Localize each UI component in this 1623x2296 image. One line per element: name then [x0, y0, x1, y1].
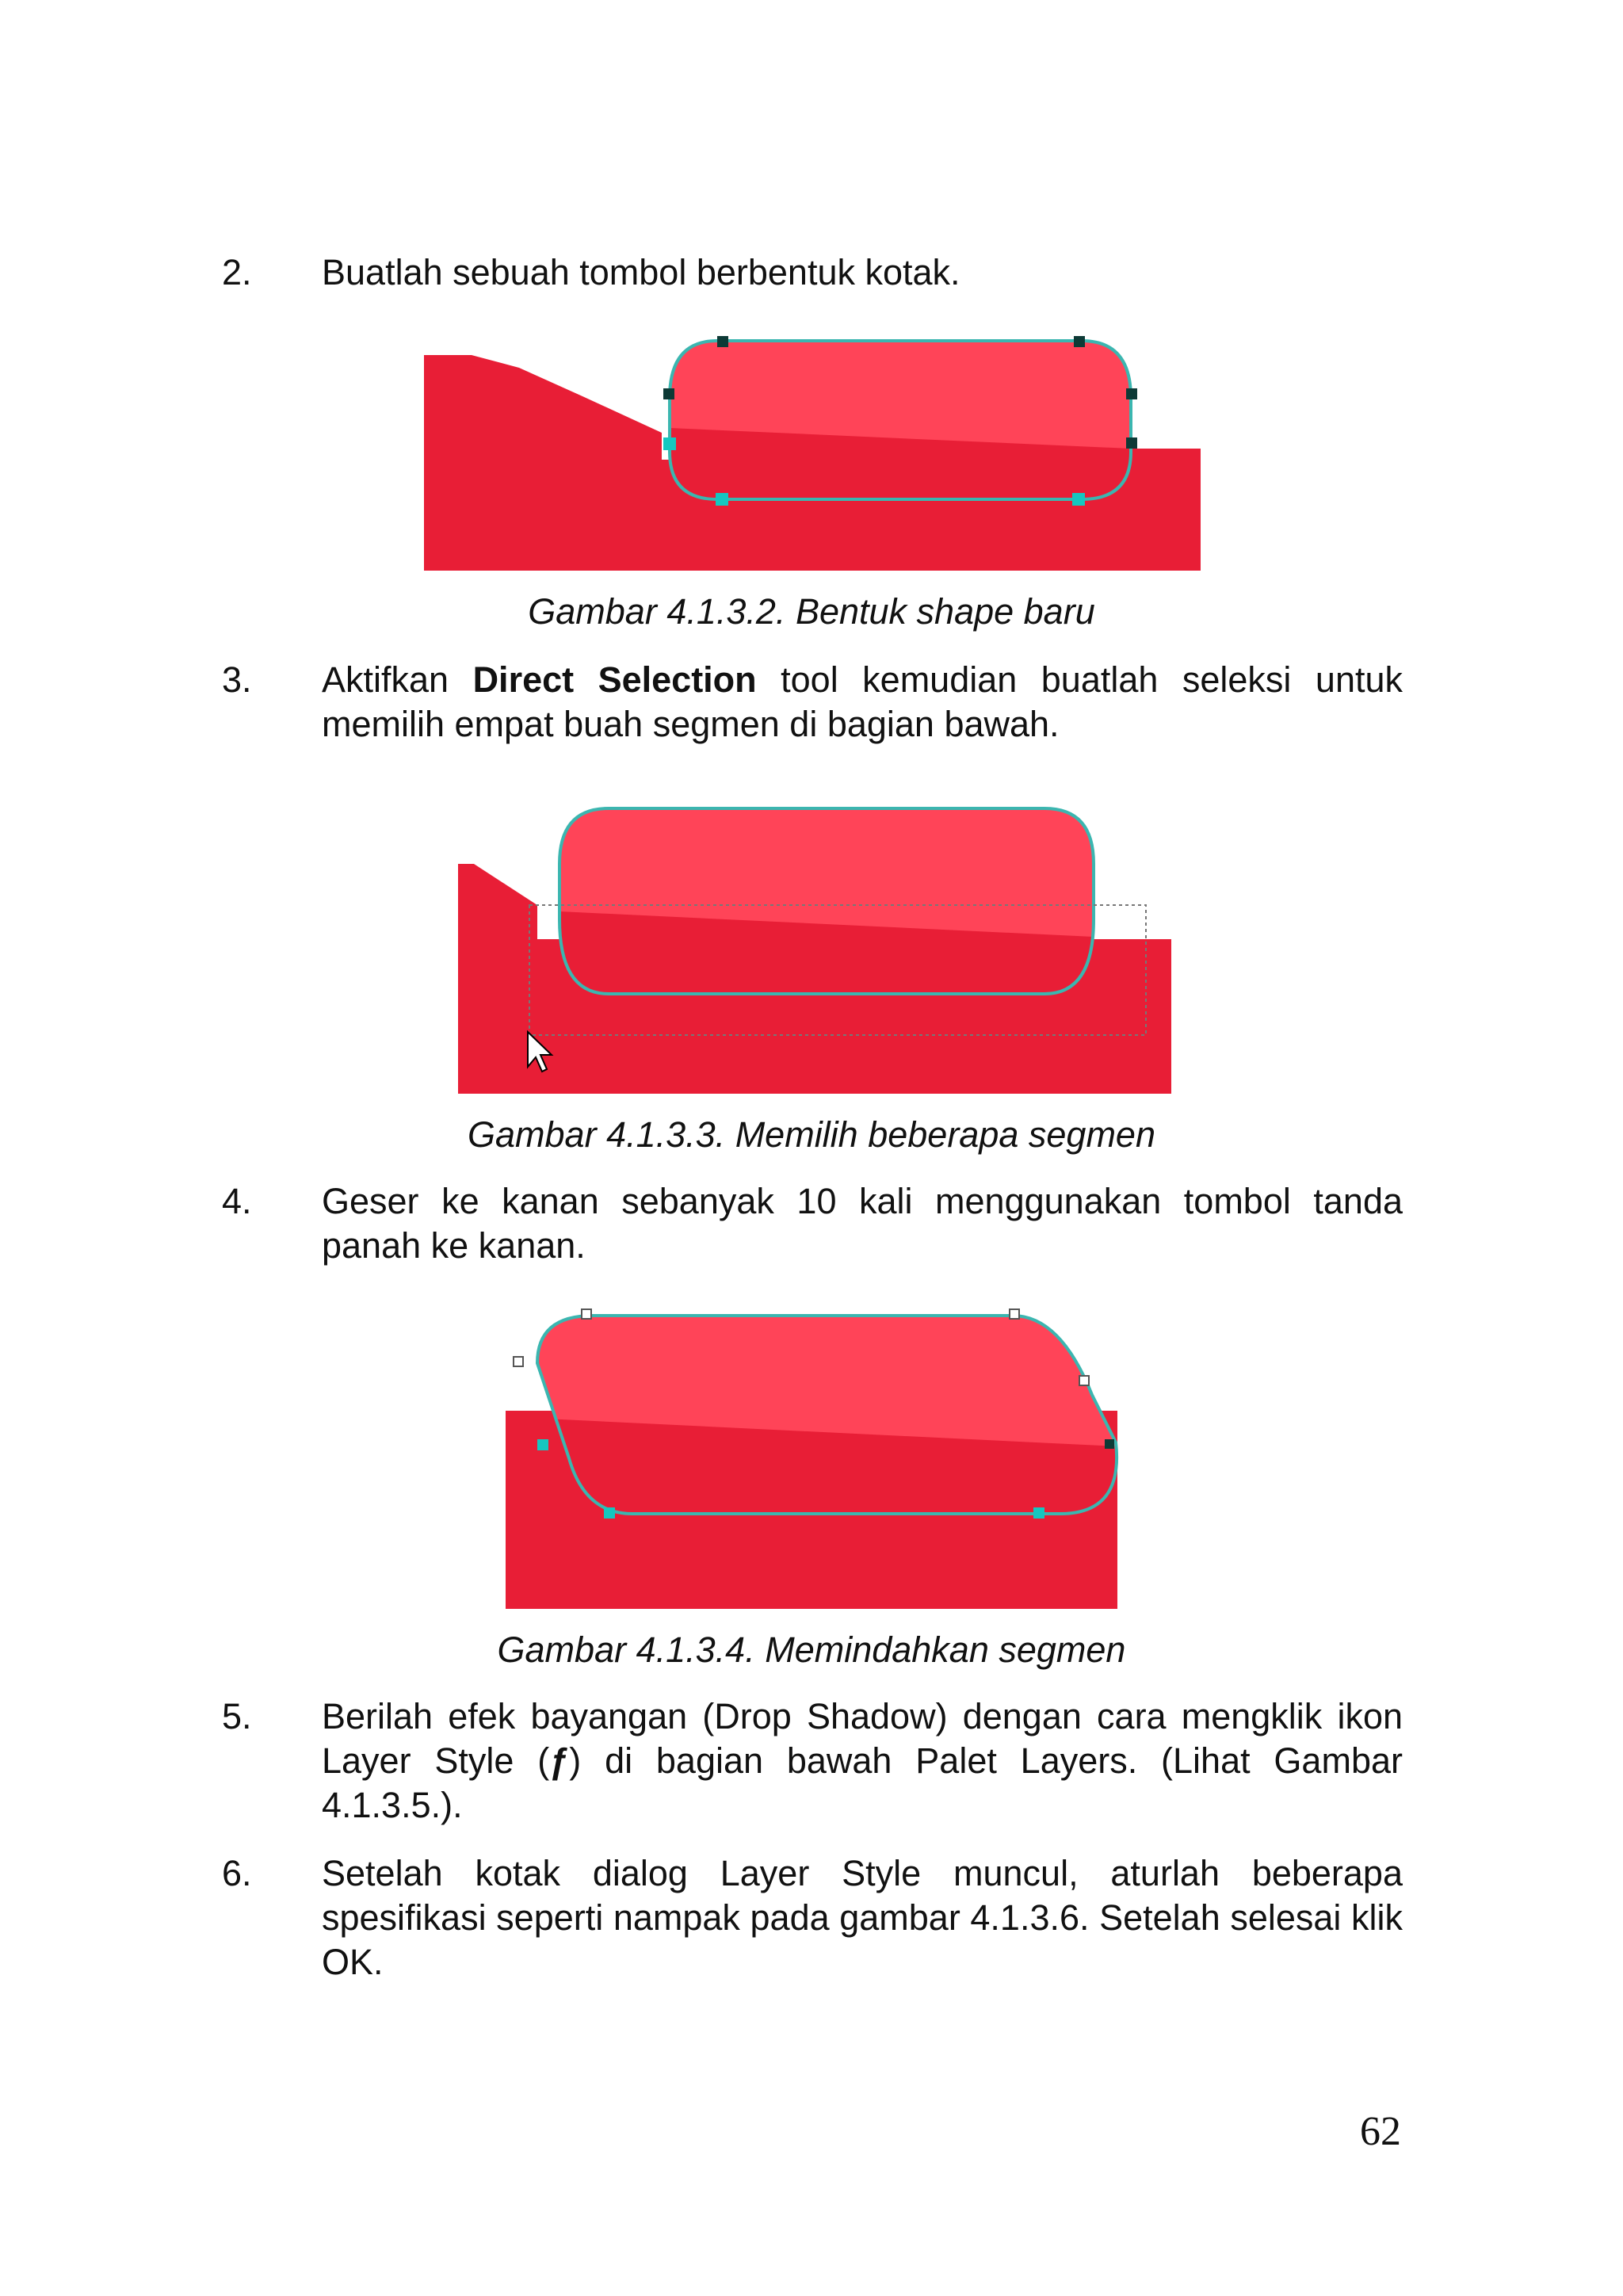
step-number: 6.: [222, 1853, 252, 1893]
step-number: 3.: [222, 659, 252, 700]
figure-move-segments: [506, 1300, 1124, 1609]
figure-caption: Gambar 4.1.3.3. Memilih beberapa segmen: [468, 1114, 1155, 1155]
figure-select-segments: [458, 800, 1171, 1094]
figure-caption: Gambar 4.1.3.4. Memindahkan segmen: [497, 1629, 1126, 1670]
layer-style-icon: ƒ: [549, 1740, 570, 1781]
step-text: Setelah kotak dialog Layer Style muncul, aturlah beberapa spesifikasi seperti nampak pada gambar 4.1.3.6. Setelah selesai klik OK.: [322, 1853, 1403, 1982]
step-number: 4.: [222, 1181, 252, 1221]
step-text: Buatlah sebuah tombol berbentuk kotak.: [322, 252, 960, 292]
step-number: 2.: [222, 252, 252, 292]
step-text: Geser ke kanan sebanyak 10 kali menggunakan tombol tanda panah ke kanan.: [322, 1181, 1403, 1266]
step-number: 5.: [222, 1696, 252, 1736]
step-text: Berilah efek bayangan (Drop Shadow) dengan cara mengklik ikon Layer Style (ƒ) di bagian bawah Palet Layers. (Lihat Gambar 4.1.3.5.).: [322, 1696, 1403, 1825]
step-text: Aktifkan Direct Selection tool kemudian buatlah seleksi untuk memilih empat buah segmen di bagian bawah.: [322, 659, 1403, 744]
figure-caption: Gambar 4.1.3.2. Bentuk shape baru: [528, 591, 1095, 632]
page-number: 62: [1360, 2109, 1401, 2154]
figure-new-shape: [424, 333, 1201, 571]
direct-selection-tool-name: Direct Selection: [472, 659, 757, 700]
